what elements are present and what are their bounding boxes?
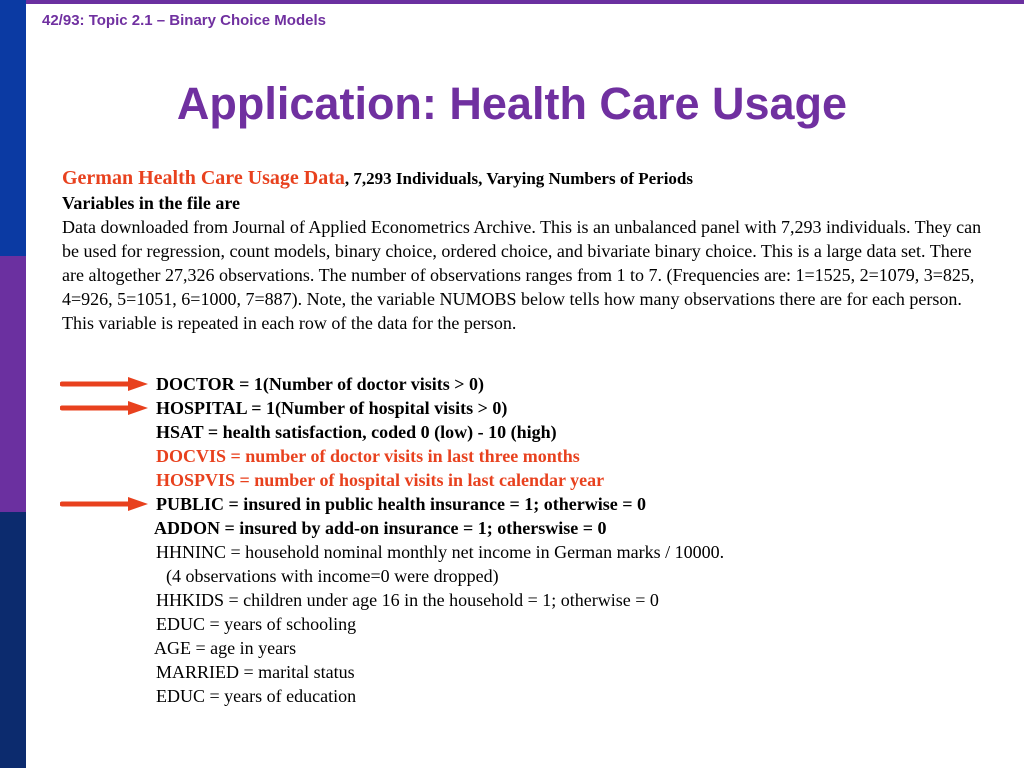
variable-public: PUBLIC = insured in public health insurance = 1; otherwise = 0 [156,494,646,514]
bar-segment-purple [0,256,26,512]
right-arrow-icon [60,497,148,511]
variable-docvis: DOCVIS = number of doctor visits in last three months [156,446,580,466]
variable-hospvis: HOSPVIS = number of hospital visits in last calendar year [156,470,605,490]
variable-hsat: HSAT = health satisfaction, coded 0 (low) - 10 (high) [156,422,557,442]
intro-text-block [62,166,992,335]
variable-list [156,372,976,708]
slide-title: Application: Health Care Usage [176,78,848,129]
variable-educ-education: EDUC = years of education [156,686,357,706]
variable-hhkids: HHKIDS = children under age 16 in the household = 1; otherwise = 0 [156,590,659,610]
variable-age: AGE = age in years [154,638,297,658]
variable-doctor: DOCTOR = 1(Number of doctor visits > 0) [156,374,485,394]
variable-addon: ADDON = insured by add-on insurance = 1; otherswise = 0 [154,518,607,538]
variable-hospital: HOSPITAL = 1(Number of hospital visits > 0) [156,398,508,418]
variables-subheading: Variables in the file are [62,193,240,213]
dataset-description: , 7,293 Individuals, Varying Numbers of Periods [344,169,694,188]
bar-segment-navy [0,512,26,768]
variable-educ-schooling: EDUC = years of schooling [156,614,357,634]
right-arrow-icon [60,401,148,415]
slide-header: 42/93: Topic 2.1 – Binary Choice Models [42,12,326,29]
variable-hhninc-note: (4 observations with income=0 were dropped) [166,566,499,586]
dataset-name: German Health Care Usage Data [62,167,345,189]
right-arrow-icon [60,377,148,391]
variable-hhninc: HHNINC = household nominal monthly net income in German marks / 10000. [156,542,725,562]
top-rule [26,0,1024,4]
dataset-paragraph: Data downloaded from Journal of Applied Econometrics Archive. This is an unbalanced panel with 7,293 individuals. They can be used for regression, count models, binary choice, ordered choice, and bivariate binary choice. This is a large data set. There are altogether 27,326 observations. The number of observations ranges from 1 to 7. (Frequencies are: 1=1525, 2=1079, 3=825, 4=926, 5=1051, 6=1000, 7=887). Note, the variable NUMOBS below tells how many observations there are for each person. This variable is repeated in each row of the data for the person. [62,217,982,333]
variable-married: MARRIED = marital status [156,662,355,682]
